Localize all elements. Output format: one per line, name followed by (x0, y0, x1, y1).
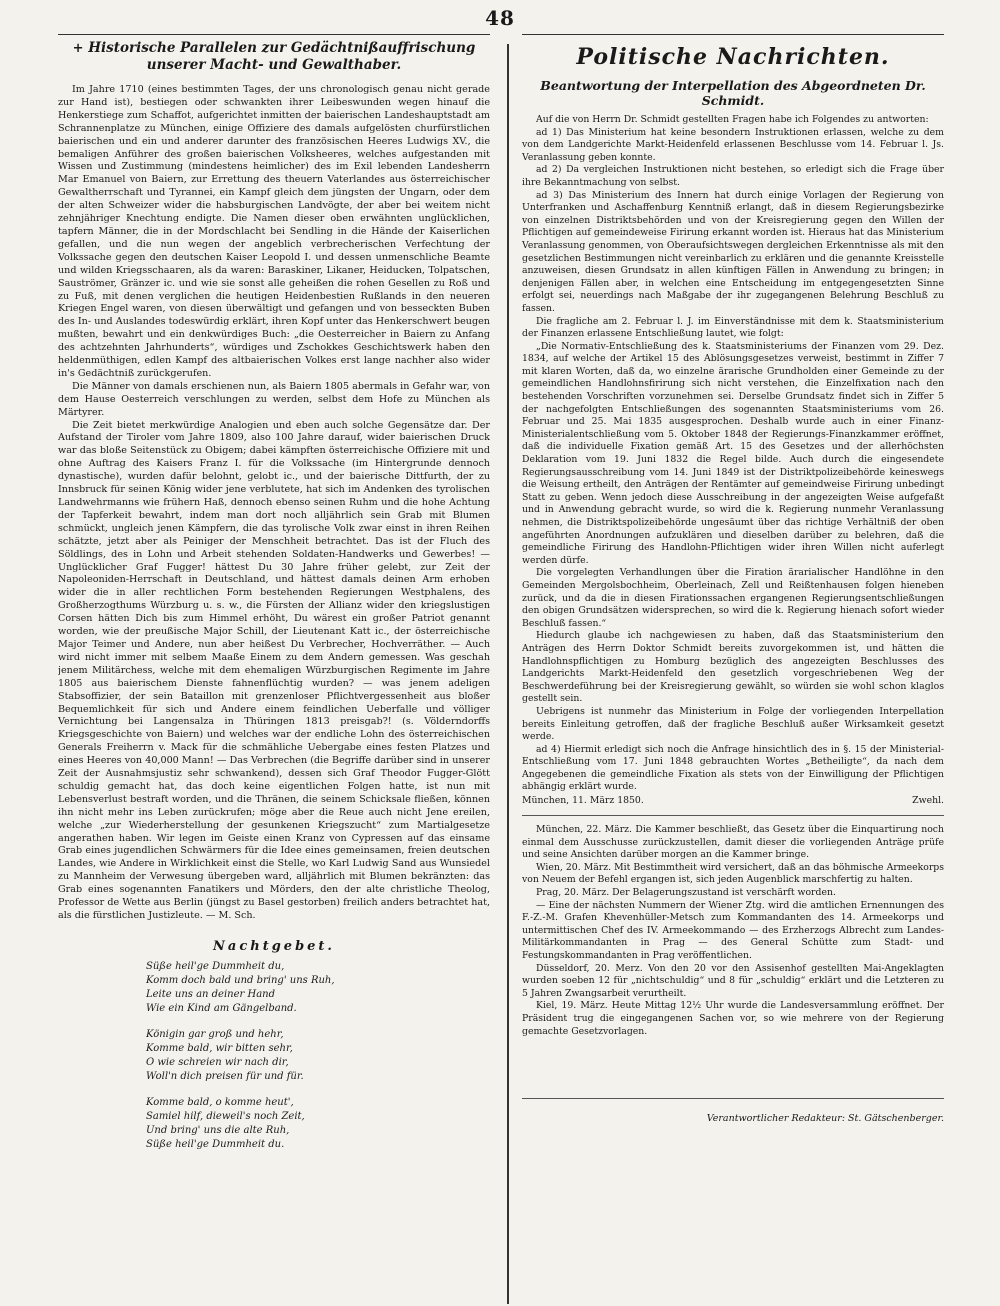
answer-paragraph: ad 1) Das Ministerium hat keine besondern Instruktionen erlassen, welche zu dem von dem Landgerichte Markt-Heidenfeld erlassenen Beschlusse vom 14. Februar l. Js. Veranlassung geben konnte. (522, 126, 944, 163)
editor-line: Verantwortlicher Redakteur: St. Gätschenberger. (706, 1113, 944, 1125)
top-rule-left (58, 34, 490, 35)
poem-line: Komm doch bald und bring' uns Ruh, (146, 974, 335, 986)
page-number: 48 (485, 6, 515, 30)
signature-name: Zwehl. (912, 795, 944, 807)
news-item: München, 22. März. Die Kammer beschließt, das Gesetz über die Einquartirung noch einmal dem Ausschusse zurückzustellen, damit dieser die vorliegenden Anträge prüfe und seine Ansichten darüber morgen an die Kammer bringe. (522, 824, 944, 861)
poem-line: Komme bald, wir bitten sehr, (146, 1042, 293, 1054)
poem-line: Wie ein Kind am Gängelband. (146, 1002, 297, 1014)
news-item: Düsseldorf, 20. Merz. Von den 20 vor den Assisenhof gestellten Mai-Angeklagten wurden soeben 12 für „nichtschuldig“ und 8 für „schuldig“ erklärt und die Letzteren zu 5 Jahren Zwangsarbeit verurtheilt. (522, 962, 944, 999)
poem-line: Samiel hilf, dieweil's noch Zeit, (146, 1110, 305, 1122)
cross-mark-icon: + (72, 41, 84, 56)
article-title-text: Historische Parallelen zur Gedächtnißauffrischung unserer Macht- und Gewalthaber. (88, 40, 476, 73)
poem-stanza (146, 1028, 490, 1084)
answer-paragraph: ad 4) Hiermit erledigt sich noch die Anfrage hinsichtlich des in §. 15 der Ministerial-Entschließung vom 17. Juni 1848 gebrauchten Wortes „Betheiligte“, da nach dem Angegebenen die gemeindliche Fixation als stets von der Einwilligung der Pflichtigen abhängig erklärt wurde. (522, 743, 944, 793)
answer-paragraph: Auf die von Herrn Dr. Schmidt gestellten Fragen habe ich Folgendes zu antworten: (536, 114, 929, 125)
sub-title: Beantwortung der Interpellation des Abgeordneten Dr. Schmidt. (540, 78, 926, 108)
right-column (522, 40, 944, 1306)
poem-stanza (146, 1096, 490, 1152)
poem-title: Nachtgebet. (213, 938, 335, 954)
news-item: — Eine der nächsten Nummern der Wiener Ztg. wird die amtlichen Ernennungen des F.-Z.-M. Grafen Khevenhüller-Metsch zum Kommandanten des 14. Armeekorps und untermittischen Chef des IV. Armeekommando — des Erzherzogs Albrecht zum Landes-Militärkommandanten in Prag — des General Schütte zum Stadt- und Festungskommandanten in Prag veröffentlichen. (522, 899, 944, 961)
news-item: Wien, 20. März. Mit Bestimmtheit wird versichert, daß an das böhmische Armeekorps von Neuem der Befehl ergangen ist, sich jeden Augenblick marschfertig zu halten. (522, 861, 944, 886)
separator (522, 815, 944, 816)
column-divider (507, 44, 509, 1304)
answer-paragraph: Uebrigens ist nunmehr das Ministerium in Folge der vorliegenden Interpellation bereits Einleitung getroffen, daß der fragliche Beschluß außer Wirksamkeit gesetzt werde. (522, 705, 944, 743)
news-item: Prag, 20. März. Der Belagerungszustand ist verschärft worden. (536, 887, 836, 899)
answer-paragraph: Die fragliche am 2. Februar l. J. im Einverständnisse mit dem k. Staatsministerium der Finanzen erlassene Entschließung lautet, wie folgt: (522, 315, 944, 340)
answer-paragraph: „Die Normativ-Entschließung des k. Staatsministeriums der Finanzen vom 29. Dez. 1834, auf welche der Artikel 15 des Ablösungsgesetzes verweist, bestimmt in Ziffer 7 mit klaren Worten, daß da, wo einzelne ärarische Grundholden einer Gemeinde zu der gemeindlichen Handlohnsfirirung sich nicht verstehen, die Einzelfixation nach den bestehenden Vorschriften vorzunehmen sei. Derselbe Grundsatz findet sich in Ziffer 5 der nachgefolgten Entschließungen des sogenannten Staatsministeriums vom 26. Februar und 25. Mai 1835 ausgesprochen. Deshalb wurde auch in einer Finanz-Ministerialentschließung vom 5. Oktober 1848 der Regierungs-Finanzkammer eröffnet, daß die individuelle Fixation gemäß Art. 15 des Gesetzes und der allerhöchsten Deklaration vom 19. Juni 1832 die Regel bilde. Auch durch die eingesendete Regierungsausschreibung vom 14. Juni 1849 ist der Distriktpolizeibehörde keineswegs die Weisung ertheilt, den Anträgen der Rentämter auf gemeindweise Firirung unbedingt Statt zu geben. Wenn jedoch diese Ausschreibung in der angezeigten Weise aufgefaßt und in Anwendung gebracht wurde, so wird die k. Regierung nunmehr Veranlassung nehmen, die Distriktspolizeibehörde ungesäumt über das richtige Verhältniß der oben angeführten Anordnungen aufzuklären und dieselben darüber zu belehren, daß die gemeindliche Firirung des Handlohn-Pflichtigen wider ihren Willen nicht auferlegt werden dürfe. (522, 340, 944, 566)
signature-place: München, 11. März 1850. (522, 795, 644, 807)
article-paragraph: Die Männer von damals erschienen nun, als Baiern 1805 abermals in Gefahr war, von dem Hause Oesterreich verschlungen zu werden, selbst dem Hofe zu München als Märtyrer. (58, 380, 490, 418)
answer-paragraph: ad 2) Da vergleichen Instruktionen nicht bestehen, so erledigt sich die Frage über ihre Bekanntmachung von selbst. (522, 164, 944, 188)
left-column (58, 40, 490, 1306)
poem-stanza (146, 960, 490, 1016)
poem-line: Leite uns an deiner Hand (146, 988, 276, 1000)
article-paragraph: Die Zeit bietet merkwürdige Analogien und eben auch solche Gegensätze dar. Der Aufstand der Tiroler vom Jahre 1809, also 100 Jahre darauf, wider baierischen Druck war das bloße Seitenstück zu Obigem; dabei kämpften österreichische Offiziere mit und ohne Auftrag des Kaisers Franz I. für die Volkssache (im Hintergrunde dennoch dynastische), wurden dafür belohnt, gelobt ic., und der baierische Dittfurth, der zu Innsbruck für seinen König wider jene verblutete, hat sich im Andenken des tyrolischen Landwehrmanns wie frühern Haß, dennoch ebenso seinen Ruhm und die hohe Achtung der Tapferkeit bewahrt, indem man dort noch alljährlich sein Grab mit Blumen schmückt, ungleich jenen Kämpfern, die das tyrolische Volk zwar einst in ihren Reihen schätzte, jetzt aber als Peiniger der Menschheit betrachtet. Das ist der Fluch des Söldlings, des in Lohn und Arbeit stehenden Soldaten-Handwerks und Gewerbes! — Unglücklicher Graf Fugger! hättest Du 30 Jahre früher gelebt, zur Zeit der Napoleoniden-Herrschaft in Deutschland, und hättest damals deinen Arm erhoben wider die in aller rechtlichen Form bestehenden Regierungen Westphalens, des Großherzogthums Würzburg u. s. w., die Fürsten der Allianz wider den kriegslustigen Corsen hätten Dich bis zum Himmel erhöht, Du wärest ein großer Patriot genannt worden, wie der preußische Major Schill, der Lieutenant Katt ic., der österreichische Major Teimer und Andere, nun aber heißest Du Verbrecher, Hochverräther. — Auch wird nicht immer mit selbem Maaße Einem zu dem Andern gemessen. Was geschah jenem Militärchess, welche mit dem ehemaligen Würzburgischen Regimente im Jahre 1805 aus baierischem Dienste fahnenflüchtig wurden? — was jenem adeligen Stabsoffizier, der sein Bataillon mit grenzenloser Pflichtvergessenheit aus bloßer Bequemlichkeit für sich und Andere einem feindlichen Ueberfalle und völliger Vernichtung bei Langensalza in Thüringen 1813 preisgab?! (s. Völderndorffs Kriegsgeschichte von Baiern) und welches war der endliche Lohn des österreichischen Generals Freiherrn v. Mack für die schmähliche Uebergabe eines festen Platzes und eines Heeres von 40,000 Mann! — Das Verbrechen (die Begriffe darüber sind in unserer Zeit der Ausnahmsjustiz sehr schwankend), dessen sich Graf Theodor Fugger-Glött schuldig gemacht hat, das doch keine eigentlichen Folgen hatte, ist nun mit Lebensverlust bestraft worden, und die Thränen, die seinem Schicksale fließen, können ihn nicht mehr ins Leben zurückrufen; möge aber die Reue auch nicht Jene ereilen, welche „zur Wiederherstellung der gesunkenen Kriegszucht“ zum Martialgesetze angerathen haben. Wir legen im Geiste einen Kranz von Cypressen auf das einsame Grab eines jugendlichen Schwärmers für die Idee eines gemeinsamen, freien deutschen Landes, wie Andere in Wirklichkeit einst die Stelle, wo Karl Ludwig Sand aus Wunsiedel zu Mannheim der Verwesung übergeben ward, alljährlich mit Blumen bekränzten: das Grab eines sogenannten Fanatikers und Mörders, den der alte christliche Theolog, Professor de Wette aus Berlin (jüngst zu Basel gestorben) freilich anders betrachtet hat, als die fürstlichen Justizleute. — M. Sch. (58, 419, 490, 921)
poem-line: Komme bald, o komme heut', (146, 1096, 294, 1108)
poem-line: O wie schreien wir nach dir, (146, 1056, 289, 1068)
separator (522, 1098, 944, 1099)
answer-paragraph: Hiedurch glaube ich nachgewiesen zu haben, daß das Staatsministerium den Anträgen des Herrn Doktor Schmidt bereits zuvorgekommen ist, und hätten die Handlohnspflichtigen zu Homburg bezüglich des angezeigten Beschlusses des Landgerichts Markt-Heidenfeld den gesetzlich vorgeschriebenen Weg der Beschwerdeführung bei der Kreisregierung gewählt, so würden sie wohl schon klaglos gestellt sein. (522, 630, 944, 705)
poem-line: Und bring' uns die alte Ruh, (146, 1124, 290, 1136)
poem-line: Woll'n dich preisen für und für. (146, 1070, 304, 1082)
poem-line: Süße heil'ge Dummheit du. (146, 1138, 285, 1150)
signature-row (522, 794, 944, 807)
section-title: Politische Nachrichten. (576, 44, 890, 70)
answer-paragraph: ad 3) Das Ministerium des Innern hat durch einige Vorlagen der Regierung von Unterfranken und Aschaffenburg Kenntniß erlangt, daß in diesem Regierungsbezirke von einzelnen Distriktsbehörden und von der Kreisregierung gegen den Willen der Pflichtigen auf gemeindeweise Firirung erkannt worden ist. Hieraus hat das Ministerium Veranlassung genommen, von Oberaufsichtswegen dergleichen Erkenntnisse als mit den gesetzlichen Bestimmungen nicht vereinbarlich zu erklären und die genannte Kreisstelle anzuweisen, diesen Grundsatz in allen künftigen Fällen in Anwendung zu bringen; in denjenigen Fällen aber, in welchen eine Entscheidung im entgegengesetzten Sinne erfolgt sei, neuerdings nach Maßgabe der ihr zugegangenen Belehrung Beschluß zu fassen. (522, 189, 944, 314)
poem-line: Königin gar groß und hehr, (146, 1028, 284, 1040)
poem-line: Süße heil'ge Dummheit du, (146, 960, 285, 972)
news-item: Kiel, 19. März. Heute Mittag 12½ Uhr wurde die Landesversammlung eröffnet. Der Präsident trug die eingegangenen Sachen vor, so wie mehrere von der Regierung gemachte Gesetzvorlagen. (522, 1000, 944, 1037)
answer-paragraph: Die vorgelegten Verhandlungen über die Firation ärarialischer Handlöhne in den Gemeinden Mergolsbochheim, Oberleinach, Zell und Reißtenhausen folgen hieneben zurück, und da die in diesen Firationssachen ergangenen Regierungsentschließungen den obigen Grundsätzen widersprechen, so wird die k. Regierung hienach sofort wieder Beschluß fassen.“ (522, 567, 944, 629)
article-paragraph: Im Jahre 1710 (eines bestimmten Tages, der uns chronologisch genau nicht gerade zur Hand ist), bestiegen oder schwankten ihrer Leibeswunden wegen hinauf die Henkerstiege zum Schaffot, aufgerichtet inmitten der baierischen Landeshauptstadt am Schrannenplatze zu München, einige Offiziere des damals aufgelösten churfürstlichen baierischen und ein und anderer darunter des französischen Heeres Ludwigs XV., die bemaligen Anführer des großen baierischen Volksheeres, welches aufgestanden mit Wissen und Zustimmung (mindestens heimlicher) des im Exil lebenden Landesherrn Mar Emanuel von Baiern, zur Errettung des theuern Vaterlandes aus österreichischer Gewaltherrschaft und Tyrannei, ein Kampf gleich dem jüngsten der Ungarn, oder dem der alten Schweizer wider die habsburgischen Landvögte, der aber bei weitem nicht zehnjähriger Knechtung endigte. Die Namen dieser oben erwähnten unglücklichen, tapfern Männer, die in der Mordschlacht bei Sendling in die Hände der Kaiserlichen gefallen, und die nun wegen der angeblich verbrecherischen Verfechtung der Volkssache gegen den deutschen Kaiser Leopold I. und dessen unmenschliche Beamte und wilden Kriegsschaaren, als da waren: Baraskiner, Likaner, Heiducken, Tolpatschen, Sauströmer, Gränzer ic. und wie sie sonst alle geheißen die rohen Gesellen zu Roß und zu Fuß, mit denen verglichen die heutigen Heidenbestien Rußlands in den neueren Kriegen Engel waren, von diesen überwältigt und gefangen und von besseckten Buben des In- und Auslandes todeswürdig erklärt, ihren Kopf unter das Henkerschwert beugen mußten, bewahrt und ein denkwürdiges Buch: „die Oesterreicher in Baiern zu Anfang des achtzehnten Jahrhunderts“, würdiges und Zschokkes Geschichtswerk haben den heldenmüthigen, edlen Kampf des altbaierischen Volkes erst lange nachher also wider in's Gedächtniß zurückgerufen. (58, 84, 490, 379)
top-rule-right (522, 34, 944, 35)
article-title (58, 40, 490, 74)
